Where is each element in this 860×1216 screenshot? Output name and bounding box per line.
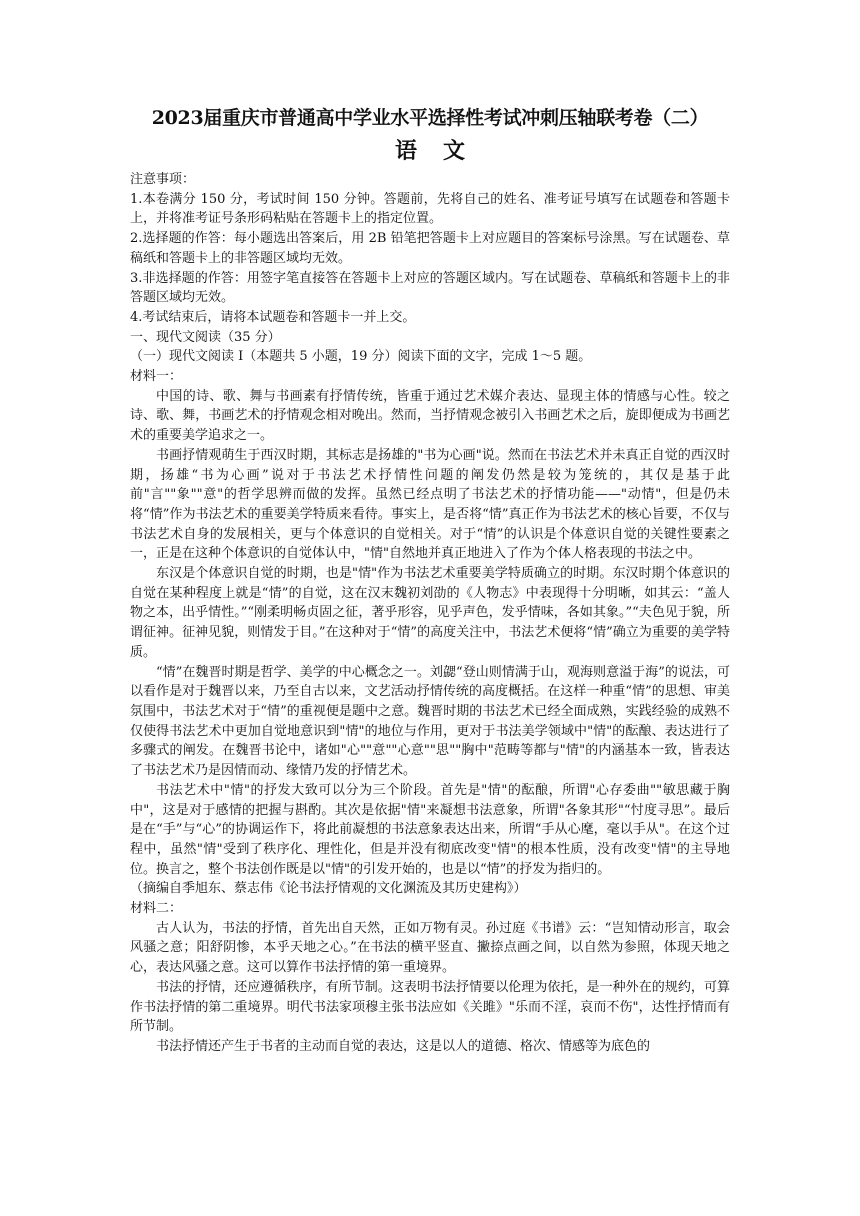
section-heading: 一、现代文阅读（35 分）: [130, 329, 281, 345]
paragraph: 东汉是个体意识自觉的时期，也是"情"作为书法艺术重要美学特质确立的时期。东汉时期个体意识的自觉在某种程度上就是“情”的自觉，这在汉末魏初刘劭的《人物志》中表现得十分明晰，如其云：“盖人物之本，出乎情性。”“刚柔明畅贞固之征，著乎形容，见乎声色，发乎情味，各如其象。”“夫色见于貌，所谓征神。征神见貌，则情发于目。”在这种对于“情”的高度关注中，书法艺术便将“情”确立为重要的美学特质。: [130, 566, 730, 660]
paragraph: 书法的抒情，还应遵循秩序，有所节制。这表明书法抒情要以伦理为依托，是一种外在的规约，可算作书法抒情的第二重境界。明代书法家项穆主张书法应如《关雎》"乐而不淫，哀而不伤"，达性抒情而有所节制。: [130, 979, 730, 1035]
paragraph: “情”在魏晋时期是哲学、美学的中心概念之一。刘勰“登山则情满于山，观海则意溢于海”的说法，可以看作是对于魏晋以来，乃至自古以来，文艺活动抒情传统的高度概括。在这样一种重“情”的思想、审美氛围中，书法艺术对于“情”的重视便是题中之意。魏晋时期的书法艺术已经全面成熟，实践经验的成熟不仅使得书法艺术中更加自觉地意识到"情"的地位与作用，更对于书法美学领域中"情"的酝酿、表达进行了多骤式的阐发。在魏晋书论中，诸如"心""意""心意""思""胸中"范畴等都与"情"的内涵基本一致，皆表达了书法艺术乃是因情而动、缘情乃发的抒情艺术。: [130, 664, 730, 779]
section-subheading: （一）现代文阅读 I（本题共 5 小题，19 分）阅读下面的文字，完成 1～5 题。: [130, 349, 592, 365]
exam-title: 2023届重庆市普通高中学业水平选择性考试冲刺压轴联考卷（二）: [151, 107, 709, 129]
paragraph: 书法艺术中"情"的抒发大致可以分为三个阶段。首先是"情"的酝酿，所谓"心存委曲""敏思藏于胸中"，这是对于感情的把握与斟酌。其次是依据"情"来凝想书法意象，所谓"各象其形"“忖度寻思”。最后是在“手”与“心”的协调运作下，将此前凝想的书法意象表达出来，所谓“手从心麾，毫以手从"。在这个过程中，虽然"情"受到了秩序化、理性化，但是并没有彻底改变"情"的根本性质，没有改变"情"的主导地位。换言之，整个书法创作既是以"情"的引发开始的，也是以“情”的抒发为指归的。: [130, 782, 730, 877]
notes-block: [130, 170, 730, 328]
note-item: 3.非选择题的作答：用签字笔直接答在答题卡上对应的答题区域内。写在试题卷、草稿纸和答题卡上的非答题区域均无效。: [130, 270, 730, 306]
note-item: 4.考试结束后，请将本试题卷和答题卡一并上交。: [130, 309, 416, 325]
paragraph: 书画抒情观萌生于西汉时期，其标志是扬雄的"书为心画"说。然而在书法艺术并未真正自觉的西汉时期，扬雄“书为心画”说对于书法艺术抒情性问题的阐发仍然是较为笼统的，其仅是基于此前"言""象""意"的哲学思辨而做的发挥。虽然已经点明了书法艺术的抒情功能——"动情"，但是仍未将“情”作为书法艺术的重要美学特质来看待。事实上，是否将“情”真正作为书法艺术的核心旨要，不仅与书法艺术自身的发展相关，更与个体意识的自觉相关。对于“情”的认识是个体意识自觉的关键性要素之一，正是在这种个体意识的自觉体认中，"情"自然地并真正地进入了作为个体人格表现的书法之中。: [130, 447, 730, 562]
subject-title: 语文: [394, 138, 491, 164]
note-item: 1.本卷满分 150 分，考试时间 150 分钟。答题前，先将自己的姓名、准考证号填写在试题卷和答题卡上，并将准考证号条形码粘贴在答题卡上的指定位置。: [130, 191, 730, 227]
material-label: 材料二：: [130, 901, 183, 917]
paragraph: 古人认为，书法的抒情，首先出自天然，正如万物有灵。孙过庭《书谱》云：“岂知情动形言，取会风骚之意；阳舒阴惨，本乎天地之心。”在书法的横平竖直、撇捺点画之间，以自然为参照，体现天地之心，表达风骚之意。这可以算作书法抒情的第一重境界。: [130, 920, 730, 976]
material-label: 材料一：: [130, 369, 183, 385]
material-one: [130, 367, 730, 899]
exam-page: [130, 100, 730, 1057]
paragraph: 中国的诗、歌、舞与书画素有抒情传统，皆重于通过艺术媒介表达、显现主体的情感与心性。较之诗、歌、舞，书画艺术的抒情观念相对晚出。然而，当抒情观念被引入书画艺术之后，旋即便成为书画艺术的重要美学追求之一。: [130, 388, 730, 444]
notes-heading: 注意事项：: [130, 172, 196, 187]
source-citation: （摘编自季旭东、蔡志伟《论书法抒情观的文化渊流及其历史建构》）: [130, 881, 527, 897]
material-two: [130, 899, 730, 1057]
paragraph: 书法抒情还产生于书者的主动而自觉的表达，这是以人的道德、格次、情感等为底色的: [156, 1038, 651, 1054]
note-item: 2.选择题的作答：每小题选出答案后，用 2B 铅笔把答题卡上对应题目的答案标号涂黑。写在试题卷、草稿纸和答题卡上的非答题区域均无效。: [130, 231, 730, 266]
